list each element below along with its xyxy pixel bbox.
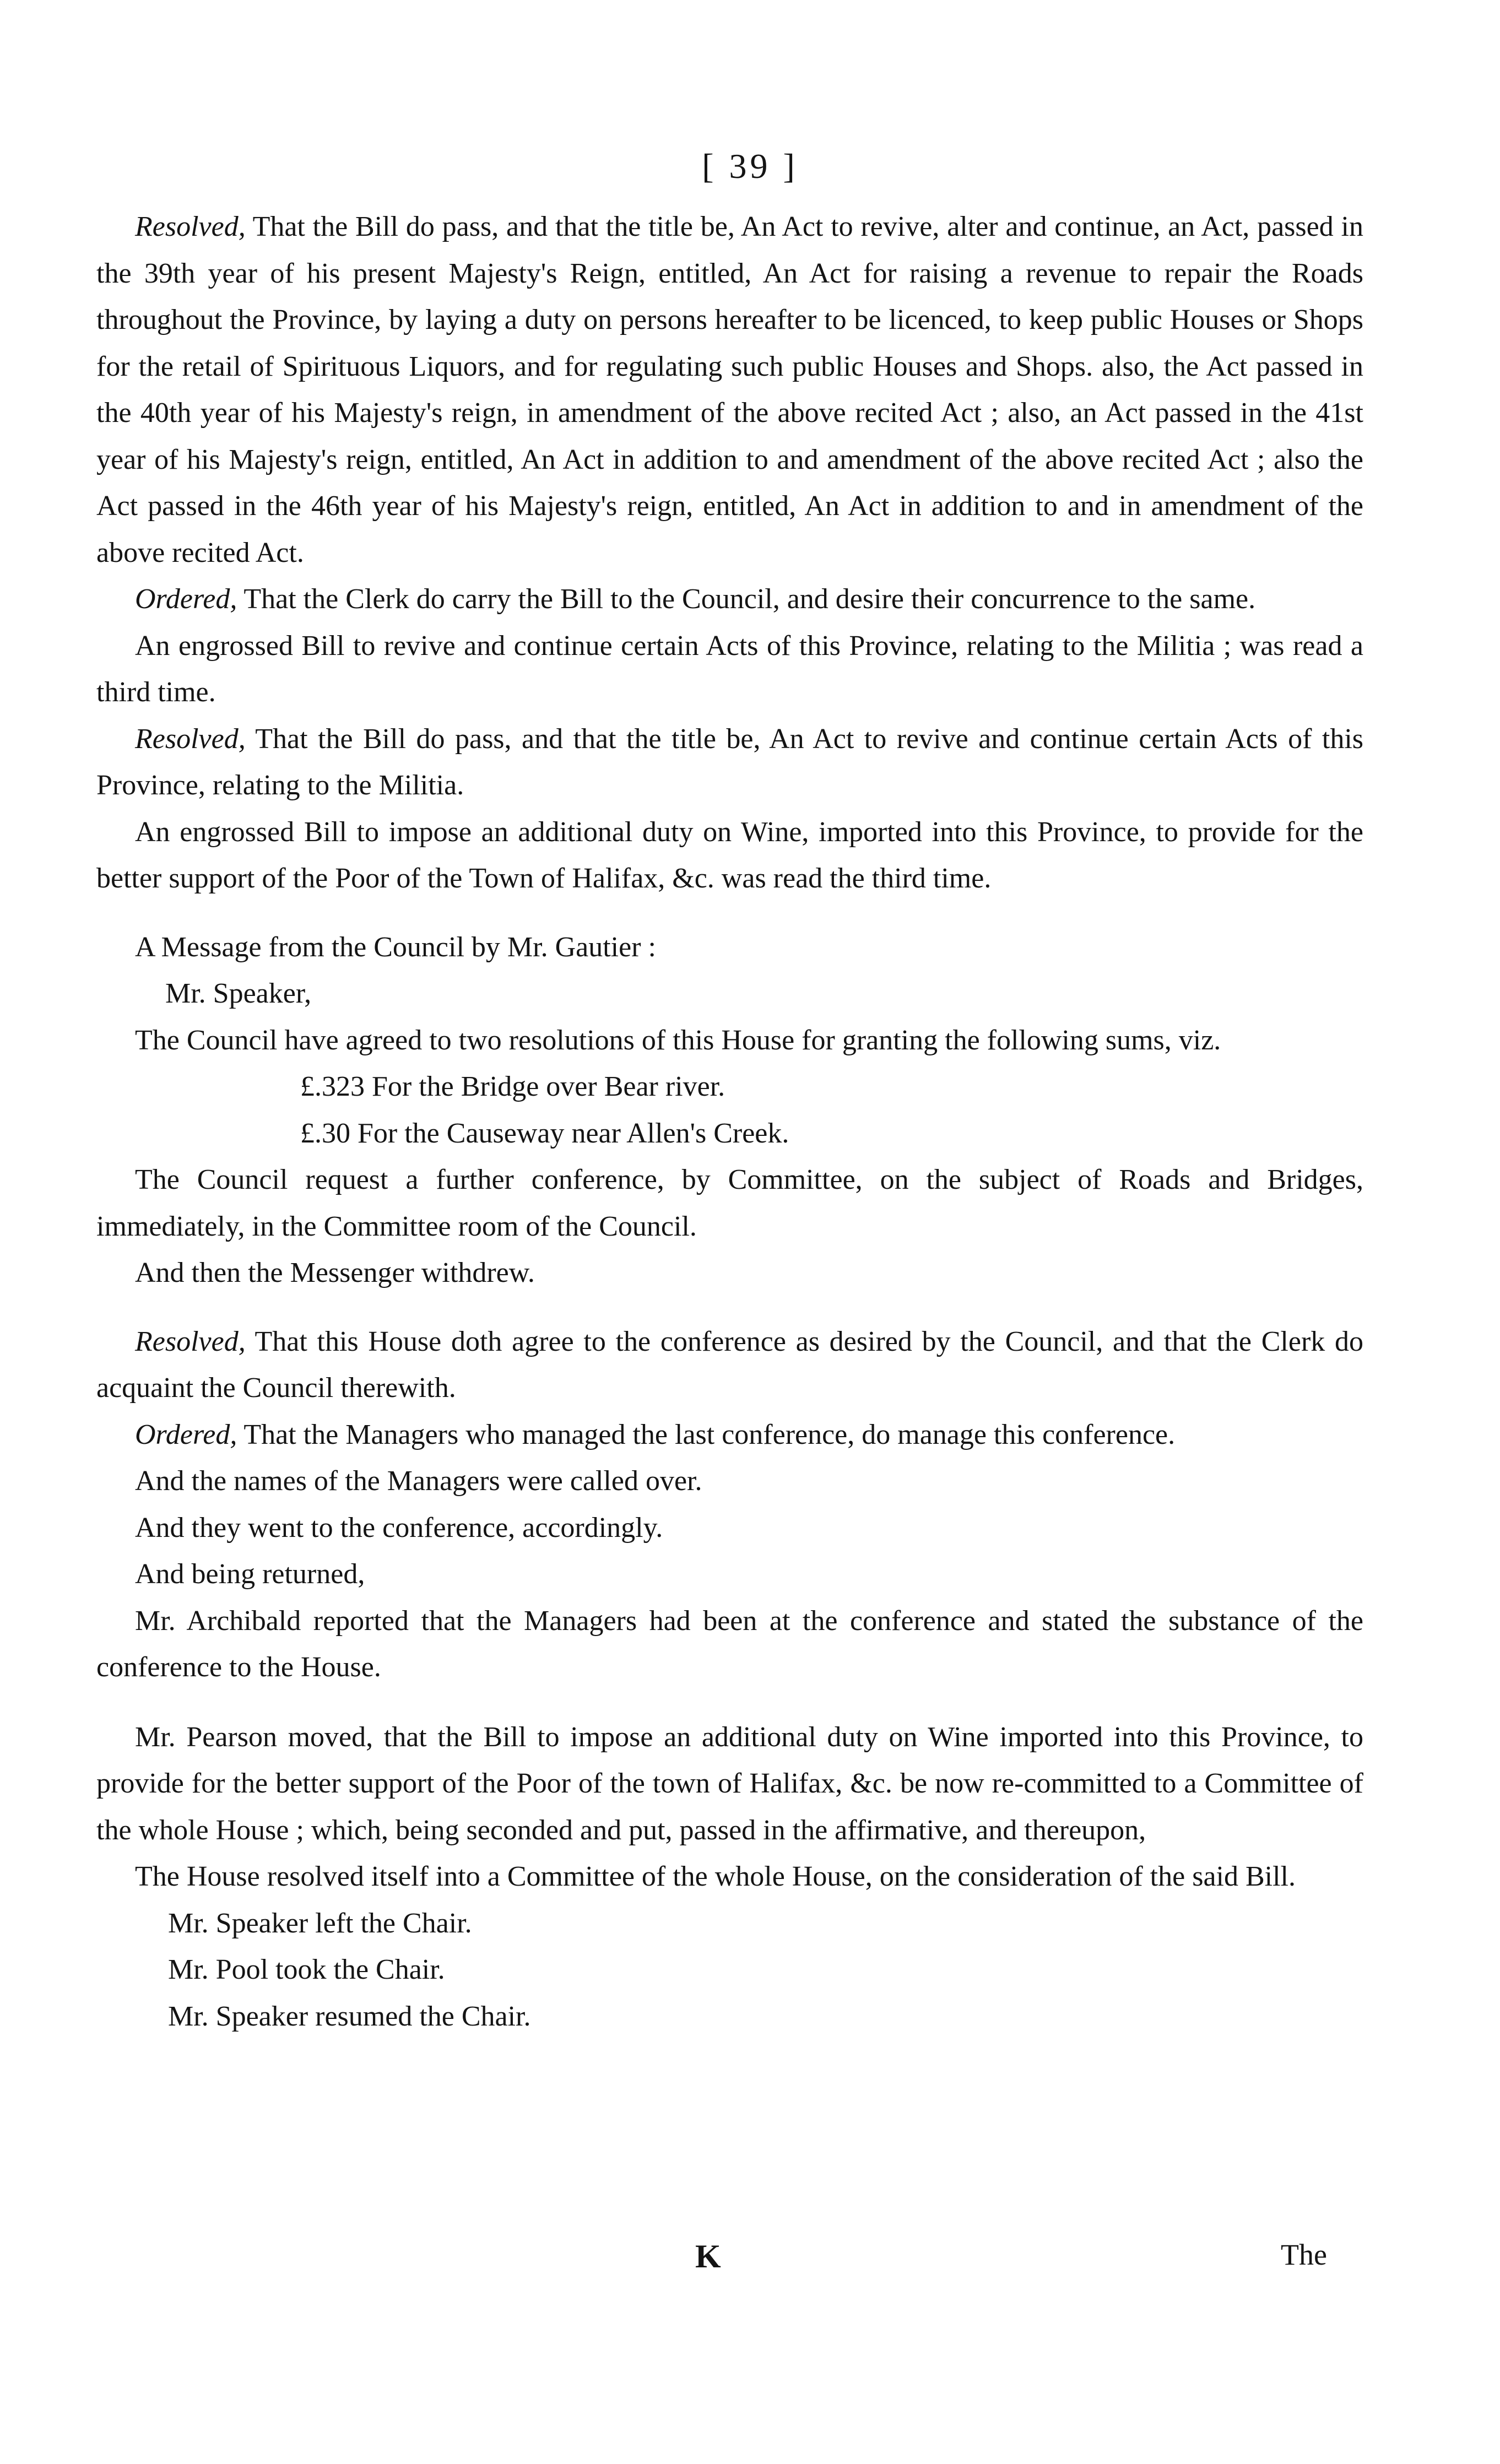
sum-line-bridge: £.323 For the Bridge over Bear river. xyxy=(300,1071,725,1102)
order-paragraph xyxy=(96,1412,1363,1459)
resolution-paragraph xyxy=(96,716,1363,809)
sum-line-causeway: £.30 For the Causeway near Allen's Creek. xyxy=(300,1117,789,1149)
signature-mark: K xyxy=(695,2238,721,2275)
journal-body xyxy=(96,204,1363,2040)
message-withdrew: And then the Messenger withdrew. xyxy=(135,1257,535,1288)
bill-reading-paragraph xyxy=(96,623,1363,716)
chair-line: Mr. Pool took the Chair. xyxy=(168,1954,445,1985)
catchword: The xyxy=(1281,2238,1327,2271)
paragraph-lead: Resolved, xyxy=(135,723,246,755)
message-header: A Message from the Council by Mr. Gautier : xyxy=(135,931,656,963)
paragraph-text: An engrossed Bill to revive and continue certain Acts of this Province, relating to the Militia ; was read a third time. xyxy=(96,630,1363,708)
message-request: The Council request a further conference, by Committee, on the subject of Roads and Bridges, immediately, in the Committee room of the Council. xyxy=(96,1164,1363,1242)
motion-paragraph: Mr. Pearson moved, that the Bill to impose an additional duty on Wine imported into this Province, to provide for the better support of the Poor of the town of Halifax, &c. be now re-committed to a Committee of the whole House ; which, being seconded and put, passed in the affirmative, and thereupon, xyxy=(96,1721,1363,1846)
paragraph-text: That the Bill do pass, and that the title be, An Act to revive and continue certain Acts of this Province, relating to the Militia. xyxy=(96,723,1363,801)
committee-paragraph: The House resolved itself into a Committee of the whole House, on the consideration of the said Bill. xyxy=(135,1861,1296,1892)
paragraph-text: That the Clerk do carry the Bill to the Council, and desire their concurrence to the same. xyxy=(237,583,1256,615)
page-number: [ 39 ] xyxy=(702,147,798,186)
paragraph-lead: Ordered, xyxy=(135,583,237,615)
bill-reading-paragraph xyxy=(96,809,1363,902)
resolution-paragraph xyxy=(96,204,1363,576)
report-paragraph: Mr. Archibald reported that the Managers had been at the conference and stated the substance of the conference to the House. xyxy=(96,1605,1363,1683)
message-body: The Council have agreed to two resolutions of this House for granting the following sums, viz. xyxy=(135,1024,1221,1056)
chair-line: Mr. Speaker resumed the Chair. xyxy=(168,2000,531,2032)
message-salutation: Mr. Speaker, xyxy=(165,978,312,1009)
chair-line: Mr. Speaker left the Chair. xyxy=(168,1907,472,1939)
proceeding-line: And they went to the conference, accordingly. xyxy=(135,1512,663,1544)
paragraph-lead: Resolved, xyxy=(135,211,246,242)
paragraph-text: An engrossed Bill to impose an additional duty on Wine, imported into this Province, to provide for the better support of the Poor of the Town of Halifax, &c. was read the third time. xyxy=(96,816,1363,894)
order-paragraph xyxy=(96,576,1363,623)
paragraph-text: That the Bill do pass, and that the title be, An Act to revive, alter and continue, an Act, passed in the 39th year of his present Majesty's Reign, entitled, An Act for raising a revenue to repair the Roads throughout the Province, by laying a duty on persons hereafter to be licenced, to keep public Houses or Shops for the retail of Spirituous Liquors, and for regulating such public Houses and Shops. also, the Act passed in the 40th year of his Majesty's reign, in amendment of the above recited Act ; also, an Act passed in the 41st year of his Majesty's reign, entitled, An Act in addition to and amendment of the above recited Act ; also the Act passed in the 46th year of his Majesty's reign, entitled, An Act in addition to and in amendment of the above recited Act. xyxy=(96,211,1363,568)
proceeding-line: And the names of the Managers were called over. xyxy=(135,1465,702,1497)
paragraph-text: That the Managers who managed the last conference, do manage this conference. xyxy=(237,1418,1176,1450)
paragraph-text: That this House doth agree to the conference as desired by the Council, and that the Clerk do acquaint the Council therewith. xyxy=(96,1325,1363,1404)
paragraph-lead: Resolved, xyxy=(135,1325,246,1357)
resolution-paragraph xyxy=(96,1319,1363,1412)
paragraph-lead: Ordered, xyxy=(135,1418,237,1450)
proceeding-line: And being returned, xyxy=(135,1558,365,1590)
page-footer xyxy=(0,2238,1500,2282)
